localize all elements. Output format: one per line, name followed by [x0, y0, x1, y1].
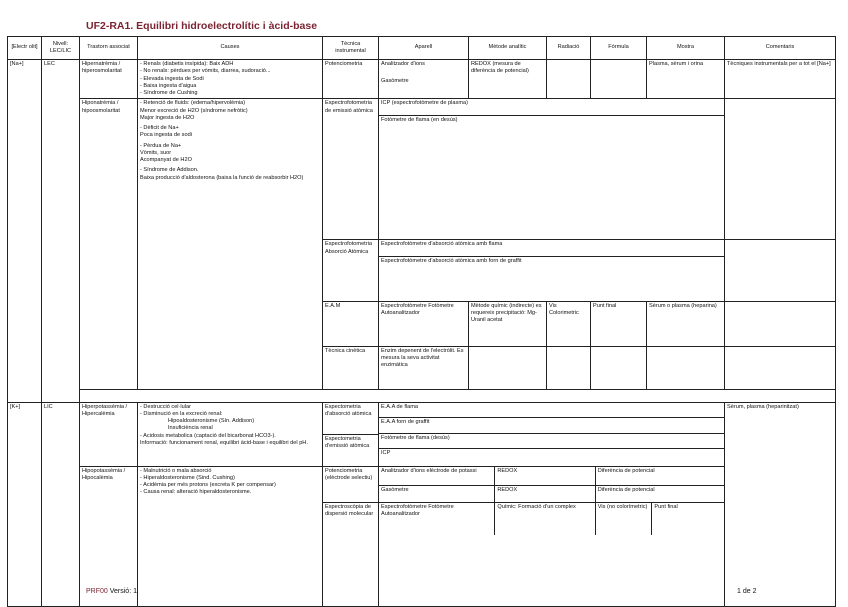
tecnica-cell: E.A.M	[323, 301, 379, 346]
header-cell: Mètode analític	[469, 37, 547, 60]
trastorn-cell: Hipernatrèmia / hiperosmolaritat	[80, 60, 138, 99]
trastorn-cell: Hiponatrèmia / hipoosmolaritat	[80, 99, 138, 389]
aparell-line: Gasòmetre	[379, 485, 495, 502]
tecnica-line: Potenciometria (elèctrode selectiu)	[323, 467, 378, 503]
formula-cell: Punt final	[591, 301, 647, 346]
aparell-line: Analitzador d'ions elèctrode de potassi	[379, 467, 495, 486]
cause-line: - Baixa ingesta d'aigua	[140, 82, 197, 89]
comentari-cell: Tècniques instrumentals per a tot el [Na+]	[725, 60, 836, 99]
aparell-cell: Enzim depenent de l'electròlit. Es mesura la seva activitat enzimàtica	[379, 346, 469, 389]
mostra-cell: Sèrum o plasma (heparina)	[647, 301, 725, 346]
nivell-cell: LEC	[42, 60, 80, 403]
cause-line: - Malnutrició o mala absorció	[140, 467, 212, 474]
table-row	[8, 99, 836, 240]
radiacio-cell: Vis Colorimetric	[547, 301, 591, 346]
spacer-row	[8, 389, 836, 402]
causes-cell	[138, 99, 323, 389]
tecnica-line: Espectometria d'emissió atòmica	[325, 435, 370, 449]
tecnica-cell	[323, 402, 379, 466]
header-cell: [Electr olit]	[8, 37, 42, 60]
cause-line: Major ingesta de H2O	[140, 114, 195, 121]
causes-cell	[138, 466, 323, 607]
footer-version-text: Versió: 1	[109, 588, 137, 595]
table-row	[8, 60, 836, 99]
aparell-line: Gasòmetre	[381, 78, 409, 85]
cause-line: Poca ingesta de sodi	[140, 132, 192, 139]
header-cell: Trastorn associat	[80, 37, 138, 60]
trastorn-cell: Hipopotassèmia / Hipocalèmia	[80, 466, 138, 607]
header-cell: Mostra	[647, 37, 725, 60]
aparell-line: Espectrofotòmetre d'absorció atòmica amb flama	[379, 240, 724, 257]
aparell-cell	[379, 240, 725, 301]
cause-group	[140, 100, 320, 122]
aparell-line: Espectrofotòmetre Fotòmetre Autoanalitzador	[379, 502, 495, 535]
cause-line: - Síndrome de Addison.	[140, 167, 199, 174]
footer-version	[86, 588, 137, 595]
header-cell: Fórmula	[591, 37, 647, 60]
aparell-line: ICP	[381, 449, 391, 456]
cause-line: - Causa renal: alteració hiperaldosteronisme.	[140, 489, 252, 496]
cause-line: Menor excreció de H2O (síndrome nefròtic)	[140, 107, 248, 114]
radiacio-line: Diferència de potencial	[595, 467, 724, 486]
tecnica-cell: Espectrofotometria de emissió atòmica	[323, 99, 379, 240]
aparell-cell: Espectrofotòmetre Fotòmetre Autoanalitzador	[379, 301, 469, 346]
table-row	[8, 466, 836, 607]
cause-group	[140, 167, 320, 182]
formula-line: Punt final	[654, 503, 678, 510]
cause-line: - Elevada ingesta de Sodi	[140, 75, 204, 82]
tecnica-cell: Potenciometria	[323, 60, 379, 99]
cause-line: - Acidèmia per més protons (excreta K per compensar)	[140, 482, 276, 489]
cause-line: - Disminució en la excreció renal:	[140, 410, 223, 417]
cause-line: - Pèrdua de Na+	[140, 142, 182, 149]
causes-cell	[138, 402, 323, 466]
radiacio-line: Vis (no colorímetric)	[595, 502, 652, 535]
table-row	[8, 402, 836, 466]
mostra-cell: Sèrum, plasma (heparinitzat)	[725, 402, 836, 607]
cause-line: - Hiperaldosteronisme (Sind. Cushing)	[140, 474, 235, 481]
aparell-cell	[379, 402, 725, 466]
cause-line: Vòmits, suor	[140, 149, 172, 156]
aparell-cell	[379, 99, 725, 240]
trastorn-cell: Hiperpotassèmia / Hipercalèmia	[80, 402, 138, 466]
aparell-cell	[379, 466, 725, 607]
header-cell: Causes	[138, 37, 323, 60]
radiacio-line: Diferència de potencial	[595, 485, 724, 502]
metode-cell: Mètode químic (indirecte) es requereix precipitació: Mg-Uranil acetat	[469, 301, 547, 346]
cause-line: - Destrucció cel·lular	[140, 403, 191, 410]
tecnica-cell	[323, 466, 379, 607]
cause-group	[140, 125, 320, 140]
page-title: UF2-RA1. Equilibri hidroelectrolític i àcid-base	[86, 20, 318, 32]
header-cell: Comentaris	[725, 37, 836, 60]
header-cell: Aparell	[379, 37, 469, 60]
cause-group	[140, 143, 320, 165]
causes-cell	[138, 60, 323, 99]
tecnica-line: Espectroscòpia de dispersió molecular	[325, 503, 374, 517]
cause-line: Informació: funcionament renal, equilibri àcid-base i equilibri del pH.	[140, 439, 308, 446]
footer-code: PRF00	[86, 588, 108, 595]
nivell-cell: LIC	[42, 402, 80, 607]
aparell-line: E.A.A forn de graffit	[379, 417, 724, 433]
aparell-line: Analitzador d'ions	[381, 61, 425, 67]
aparell-line: Espectrofotòmetre d'absorció atòmica amb forn de graffit	[381, 258, 522, 265]
aparell-line: Fotòmetre de flama (en desús)	[381, 117, 458, 124]
aparell-line: E.A.A de flama	[379, 403, 724, 418]
cause-line: - Síndrome de Cushing	[140, 90, 198, 97]
cause-line: - No renals: pèrdues per vòmits, diarrea, sudoració...	[140, 68, 271, 75]
metode-line: REDOX	[495, 485, 595, 502]
tecnica-cell: Tècnica cinètica	[323, 346, 379, 389]
aparell-cell	[379, 60, 469, 99]
header-cell: Nivell: LEC/LIC	[42, 37, 80, 60]
cause-line: - Retenció de fluids: (edema/hipervolèmia)	[140, 100, 246, 107]
page-number: 1 de 2	[737, 588, 757, 595]
electrolit-cell: [Na+]	[8, 60, 42, 403]
metode-line: Químic: Formació d'un complex	[495, 502, 595, 535]
mostra-cell: Plasma, sèrum i orina	[647, 60, 725, 99]
cause-line: - Acidosis metabolica (captació del bicarbonat HCO3-).	[140, 432, 276, 439]
cause-line: Baixa producció d'aldosterona (baixa la funció de reabsorbir H2O)	[140, 174, 304, 181]
metode-cell: REDOX (mesura de diferència de potencial)	[469, 60, 547, 99]
tecnica-cell: Espectrofotometria Absorció Atòmica	[323, 240, 379, 301]
cause-line: - Dèficit de Na+	[140, 125, 179, 132]
cause-line: Acompanyat de H2O	[140, 157, 192, 164]
cause-line: - Renals (diabetis insípida): Baix ADH	[140, 61, 234, 67]
header-cell: Tècnica instrumental	[323, 37, 379, 60]
header-cell: Radiació	[547, 37, 591, 60]
metode-line: REDOX	[495, 467, 595, 486]
electrolit-cell: [K+]	[8, 402, 42, 607]
aparell-line: Fotòmetre de flama (desús)	[379, 433, 724, 448]
aparell-line: ICP (espectrofotòmetre de plasma)	[379, 99, 724, 116]
cause-line: Insuficiència renal	[168, 425, 213, 432]
header-row	[8, 37, 836, 60]
tecnica-line: Espectometria d'absorció atòmica	[323, 403, 378, 435]
cause-line: Hipoaldosteronisme (Sín. Addison)	[168, 418, 255, 425]
electrolyte-table	[7, 36, 836, 607]
